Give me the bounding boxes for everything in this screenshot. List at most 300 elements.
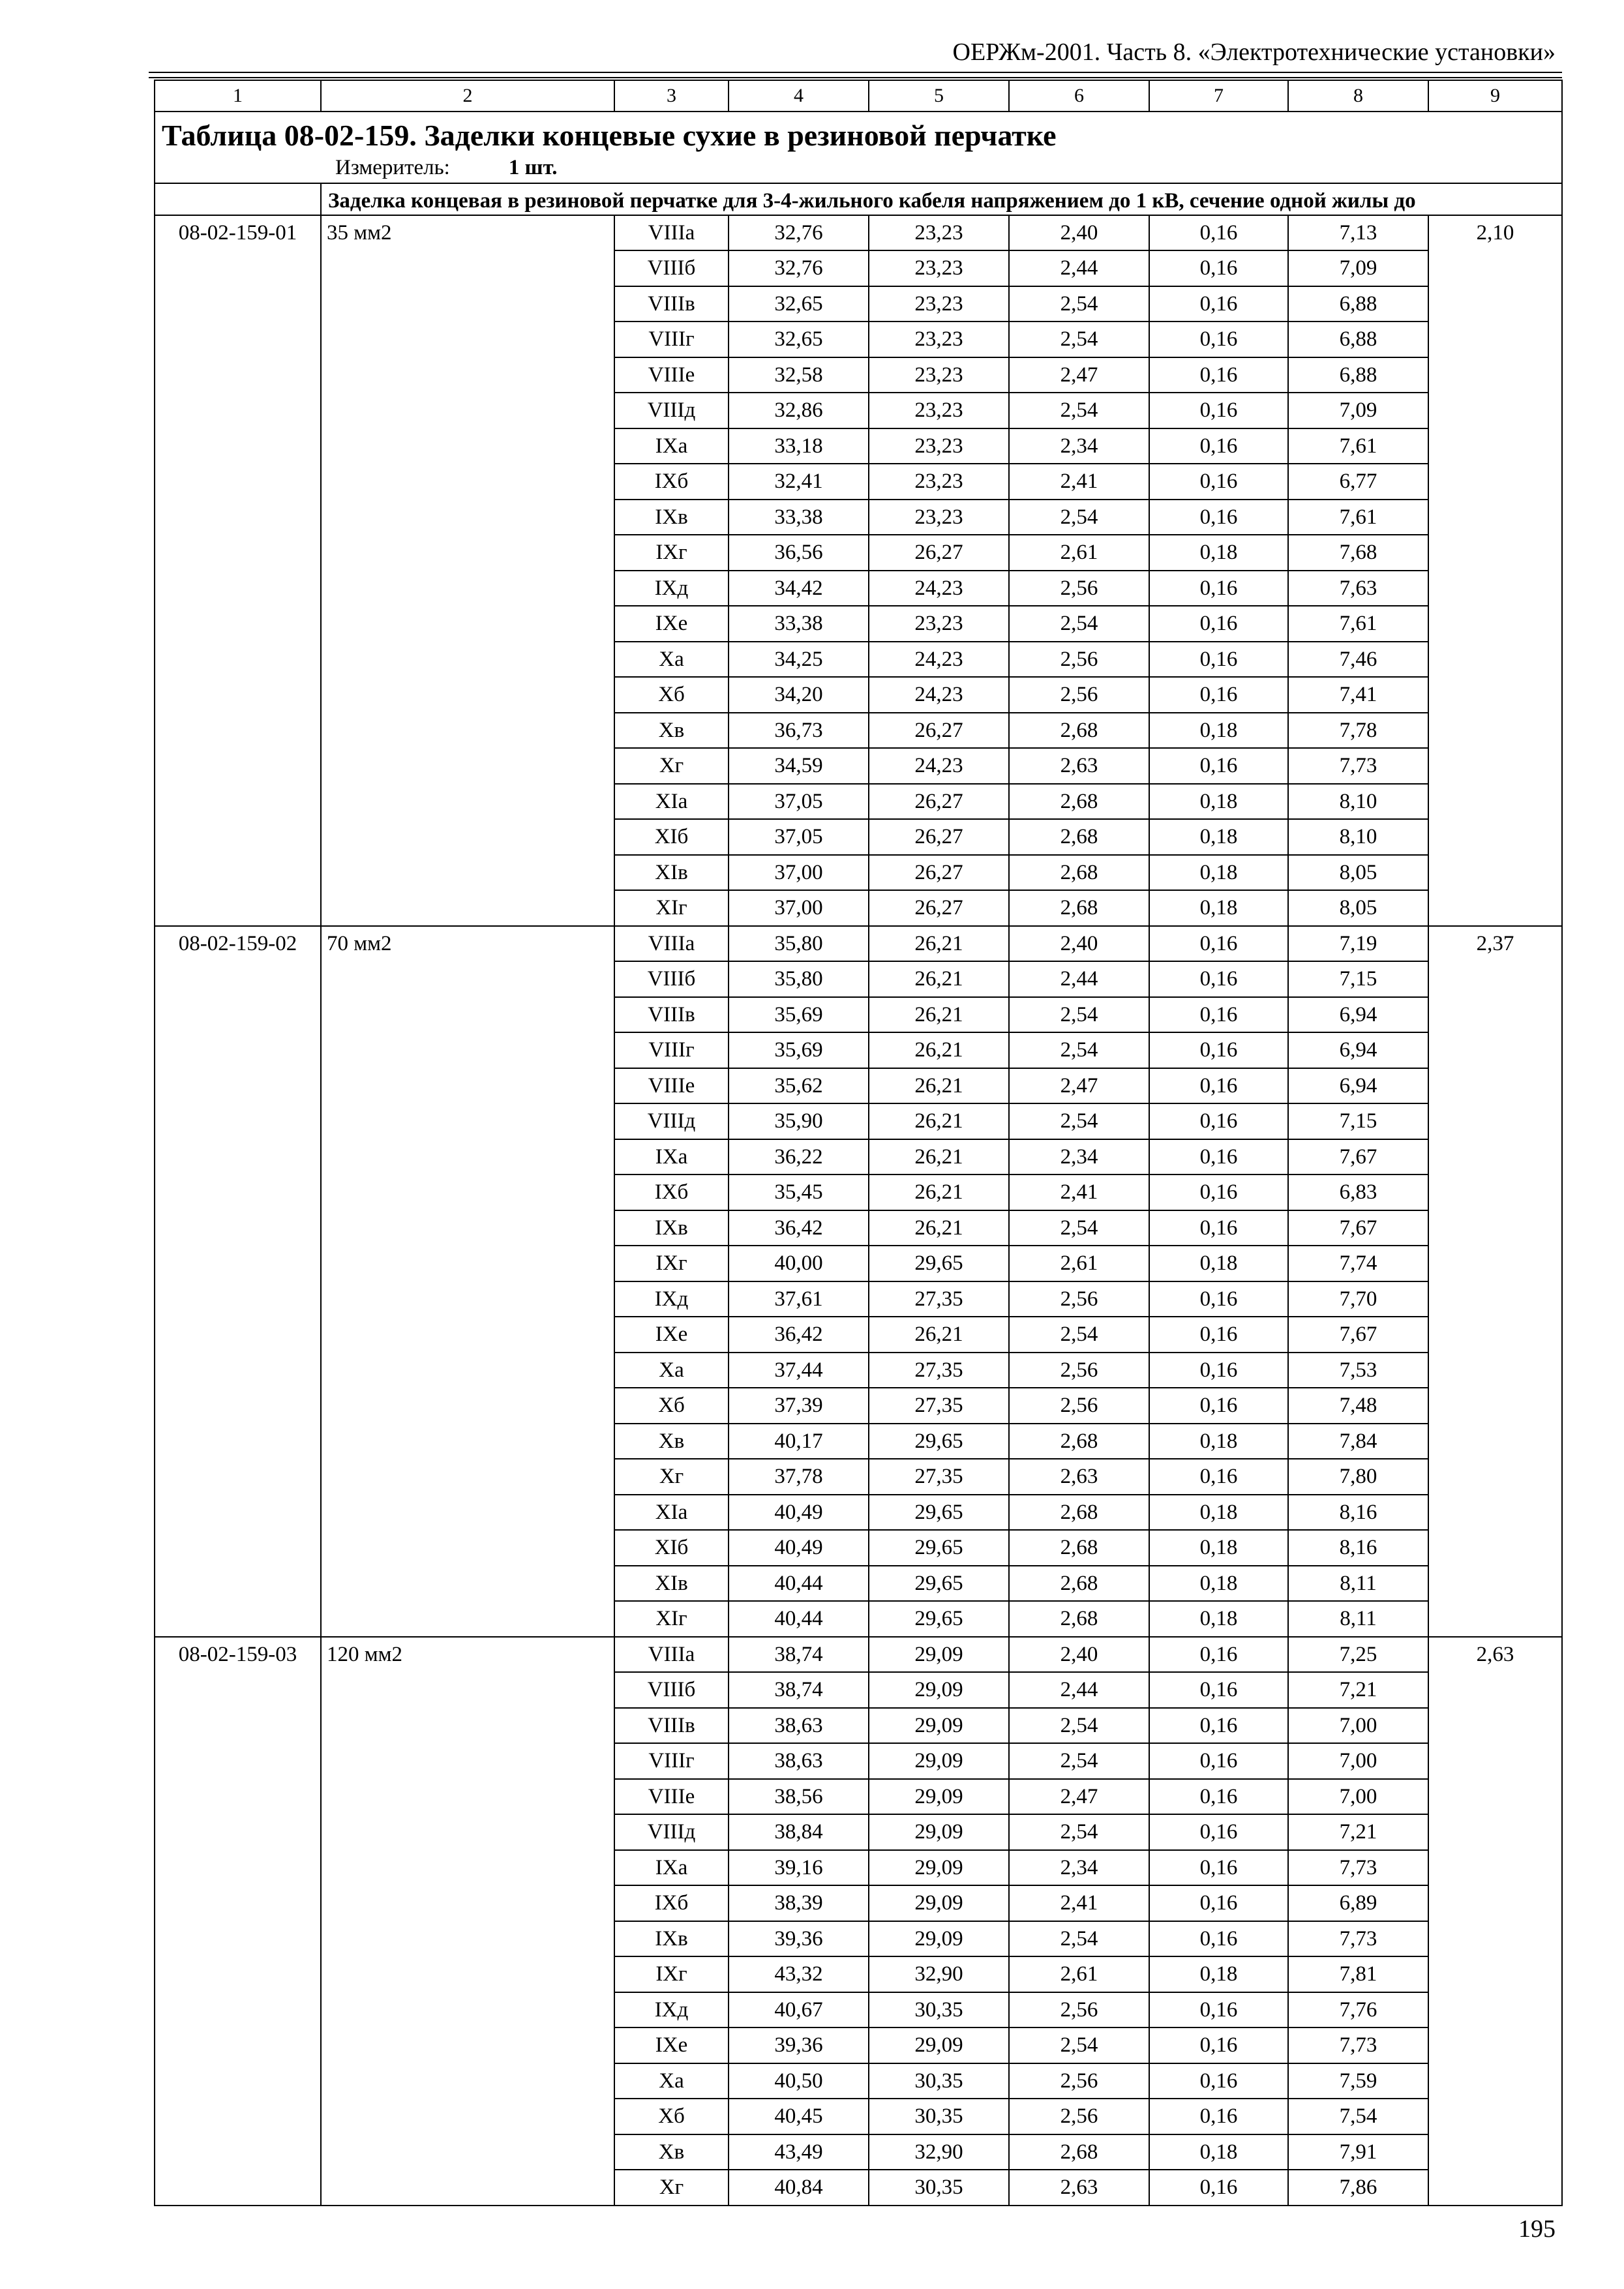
value-cell: 32,65: [729, 286, 869, 322]
value-cell: 2,54: [1009, 1743, 1149, 1779]
value-cell: 6,83: [1288, 1174, 1428, 1210]
value-cell: 7,61: [1288, 428, 1428, 464]
value-cell: 6,88: [1288, 286, 1428, 322]
value-cell: 0,16: [1149, 1708, 1288, 1744]
value-cell: 32,76: [729, 215, 869, 251]
value-cell: 0,16: [1149, 1637, 1288, 1673]
value-cell: 2,54: [1009, 286, 1149, 322]
zone-cell: IXд: [614, 571, 729, 606]
value-cell: 37,05: [729, 784, 869, 820]
value-cell: 2,41: [1009, 1885, 1149, 1921]
column-number-cell: 9: [1428, 80, 1562, 112]
zone-cell: IXв: [614, 1210, 729, 1246]
value-cell: 2,47: [1009, 1068, 1149, 1104]
value-cell: 7,19: [1288, 926, 1428, 962]
value-cell: 32,41: [729, 464, 869, 500]
value-cell: 0,16: [1149, 1992, 1288, 2028]
value-cell: 38,39: [729, 1885, 869, 1921]
column-number-cell: 2: [321, 80, 614, 112]
value-cell: 0,16: [1149, 1459, 1288, 1495]
value-cell: 0,16: [1149, 1743, 1288, 1779]
value-cell: 0,16: [1149, 1921, 1288, 1957]
value-cell: 0,16: [1149, 606, 1288, 642]
rates-table: [154, 80, 1563, 2206]
value-cell: 2,44: [1009, 961, 1149, 997]
value-cell: 38,84: [729, 1814, 869, 1850]
value-cell: 2,34: [1009, 1850, 1149, 1886]
value-cell: 2,61: [1009, 1956, 1149, 1992]
value-cell: 37,00: [729, 890, 869, 926]
value-cell: 2,40: [1009, 215, 1149, 251]
value-cell: 7,21: [1288, 1672, 1428, 1708]
value-cell: 7,84: [1288, 1424, 1428, 1459]
zone-cell: IXв: [614, 500, 729, 535]
value-cell: 2,63: [1009, 1459, 1149, 1495]
value-cell: 2,68: [1009, 1495, 1149, 1531]
value-cell: 7,78: [1288, 713, 1428, 749]
value-cell: 2,54: [1009, 1708, 1149, 1744]
zone-cell: XIа: [614, 1495, 729, 1531]
value-cell: 24,23: [869, 571, 1009, 606]
value-cell: 34,42: [729, 571, 869, 606]
value-cell: 7,67: [1288, 1210, 1428, 1246]
value-cell: 7,91: [1288, 2134, 1428, 2170]
value-cell: 0,16: [1149, 1068, 1288, 1104]
value-cell: 2,54: [1009, 606, 1149, 642]
value-cell: 2,47: [1009, 1779, 1149, 1815]
value-cell: 2,40: [1009, 926, 1149, 962]
value-cell: 35,80: [729, 961, 869, 997]
zone-cell: Xа: [614, 2063, 729, 2099]
value-cell: 37,39: [729, 1388, 869, 1424]
value-cell: 0,16: [1149, 215, 1288, 251]
value-cell: 2,61: [1009, 535, 1149, 571]
value-cell: 2,56: [1009, 1353, 1149, 1388]
value-cell: 7,63: [1288, 571, 1428, 606]
value-cell: 2,54: [1009, 322, 1149, 357]
zone-cell: XIа: [614, 784, 729, 820]
unit-line: [162, 157, 1561, 183]
zone-cell: Xв: [614, 713, 729, 749]
value-cell: 23,23: [869, 286, 1009, 322]
zone-cell: IXд: [614, 1281, 729, 1317]
value-cell: 23,23: [869, 500, 1009, 535]
zone-cell: VIIIг: [614, 1743, 729, 1779]
value-cell: 29,65: [869, 1495, 1009, 1531]
zone-cell: XIв: [614, 1566, 729, 1602]
value-cell: 0,18: [1149, 535, 1288, 571]
unit-label: Измеритель:: [335, 155, 450, 179]
value-cell: 0,18: [1149, 1530, 1288, 1566]
zone-cell: IXб: [614, 464, 729, 500]
value-cell: 0,18: [1149, 1566, 1288, 1602]
value-cell: 36,22: [729, 1139, 869, 1175]
value-cell: 2,34: [1009, 1139, 1149, 1175]
value-cell: 7,67: [1288, 1317, 1428, 1353]
value-cell: 8,05: [1288, 855, 1428, 891]
value-cell: 40,44: [729, 1601, 869, 1637]
value-cell: 7,81: [1288, 1956, 1428, 1992]
zone-cell: VIIIа: [614, 215, 729, 251]
value-cell: 0,16: [1149, 1210, 1288, 1246]
zone-cell: VIIIв: [614, 1708, 729, 1744]
value-cell: 0,16: [1149, 357, 1288, 393]
zone-cell: Xг: [614, 748, 729, 784]
value-cell: 40,50: [729, 2063, 869, 2099]
value-cell: 38,56: [729, 1779, 869, 1815]
column-number-cell: 7: [1149, 80, 1288, 112]
value-cell: 24,23: [869, 748, 1009, 784]
column-number-cell: 4: [729, 80, 869, 112]
rate-code-cell: 08-02-159-02: [155, 926, 321, 1637]
value-cell: 29,09: [869, 1814, 1009, 1850]
value-cell: 23,23: [869, 357, 1009, 393]
value-cell: 26,27: [869, 890, 1009, 926]
value-cell: 30,35: [869, 2170, 1009, 2206]
description-blank-cell: [155, 183, 321, 215]
value-cell: 32,65: [729, 322, 869, 357]
value-cell: 23,23: [869, 464, 1009, 500]
value-cell: 6,88: [1288, 357, 1428, 393]
zone-cell: VIIIе: [614, 1068, 729, 1104]
value-cell: 8,10: [1288, 819, 1428, 855]
value-cell: 32,76: [729, 250, 869, 286]
value-cell: 7,41: [1288, 677, 1428, 713]
value-cell: 0,16: [1149, 1103, 1288, 1139]
value-cell: 2,56: [1009, 642, 1149, 678]
value-cell: 2,54: [1009, 1317, 1149, 1353]
value-cell: 35,90: [729, 1103, 869, 1139]
zone-cell: IXа: [614, 1139, 729, 1175]
value-cell: 7,00: [1288, 1743, 1428, 1779]
value-cell: 0,16: [1149, 1353, 1288, 1388]
zone-cell: Xб: [614, 2099, 729, 2134]
column-number-cell: 1: [155, 80, 321, 112]
value-cell: 34,25: [729, 642, 869, 678]
value-cell: 0,16: [1149, 1779, 1288, 1815]
value-cell: 24,23: [869, 642, 1009, 678]
value-cell: 37,05: [729, 819, 869, 855]
value-cell: 39,36: [729, 2027, 869, 2063]
value-cell: 35,80: [729, 926, 869, 962]
header-rule: [149, 77, 1562, 78]
value-cell: 2,54: [1009, 1210, 1149, 1246]
zone-cell: IXе: [614, 1317, 729, 1353]
value-cell: 26,21: [869, 961, 1009, 997]
value-cell: 23,23: [869, 215, 1009, 251]
value-cell: 26,21: [869, 1103, 1009, 1139]
value-cell: 2,56: [1009, 1992, 1149, 2028]
cross-section-cell: 120 мм2: [321, 1637, 614, 2206]
value-cell: 35,69: [729, 997, 869, 1033]
zone-cell: Xб: [614, 677, 729, 713]
zone-cell: VIIIд: [614, 393, 729, 428]
zone-cell: IXд: [614, 1992, 729, 2028]
zone-cell: XIв: [614, 855, 729, 891]
value-cell: 0,16: [1149, 464, 1288, 500]
value-cell: 7,59: [1288, 2063, 1428, 2099]
value-cell: 0,16: [1149, 1814, 1288, 1850]
col9-value-cell: 2,10: [1428, 215, 1562, 926]
zone-cell: VIIIб: [614, 961, 729, 997]
zone-cell: Xв: [614, 1424, 729, 1459]
table-title-cell: [155, 112, 1562, 183]
value-cell: 2,56: [1009, 1388, 1149, 1424]
value-cell: 29,09: [869, 1708, 1009, 1744]
page-number: 195: [1518, 2215, 1556, 2243]
value-cell: 26,27: [869, 855, 1009, 891]
value-cell: 2,63: [1009, 748, 1149, 784]
value-cell: 40,84: [729, 2170, 869, 2206]
value-cell: 43,49: [729, 2134, 869, 2170]
value-cell: 0,18: [1149, 1246, 1288, 1281]
value-cell: 7,46: [1288, 642, 1428, 678]
value-cell: 0,16: [1149, 1885, 1288, 1921]
value-cell: 7,09: [1288, 393, 1428, 428]
value-cell: 2,63: [1009, 2170, 1149, 2206]
value-cell: 7,25: [1288, 1637, 1428, 1673]
value-cell: 0,18: [1149, 784, 1288, 820]
value-cell: 0,16: [1149, 428, 1288, 464]
value-cell: 0,16: [1149, 1032, 1288, 1068]
value-cell: 32,58: [729, 357, 869, 393]
value-cell: 37,61: [729, 1281, 869, 1317]
value-cell: 26,21: [869, 1068, 1009, 1104]
value-cell: 23,23: [869, 393, 1009, 428]
value-cell: 29,09: [869, 1637, 1009, 1673]
header-rule: [149, 72, 1562, 73]
value-cell: 6,89: [1288, 1885, 1428, 1921]
value-cell: 29,09: [869, 1779, 1009, 1815]
zone-cell: IXе: [614, 2027, 729, 2063]
zone-cell: XIб: [614, 1530, 729, 1566]
value-cell: 2,54: [1009, 997, 1149, 1033]
value-cell: 2,54: [1009, 1921, 1149, 1957]
value-cell: 7,86: [1288, 2170, 1428, 2206]
value-cell: 0,16: [1149, 1317, 1288, 1353]
value-cell: 26,27: [869, 819, 1009, 855]
zone-cell: VIIIг: [614, 322, 729, 357]
value-cell: 33,38: [729, 500, 869, 535]
value-cell: 32,90: [869, 2134, 1009, 2170]
value-cell: 37,78: [729, 1459, 869, 1495]
value-cell: 8,05: [1288, 890, 1428, 926]
value-cell: 7,73: [1288, 2027, 1428, 2063]
value-cell: 0,16: [1149, 677, 1288, 713]
value-cell: 2,47: [1009, 357, 1149, 393]
zone-cell: IXб: [614, 1174, 729, 1210]
value-cell: 2,56: [1009, 2099, 1149, 2134]
value-cell: 29,09: [869, 1743, 1009, 1779]
value-cell: 43,32: [729, 1956, 869, 1992]
zone-cell: IXв: [614, 1921, 729, 1957]
value-cell: 40,17: [729, 1424, 869, 1459]
value-cell: 0,16: [1149, 961, 1288, 997]
value-cell: 7,73: [1288, 1850, 1428, 1886]
running-header: ОЕРЖм-2001. Часть 8. «Электротехнические установки»: [952, 38, 1556, 66]
value-cell: 29,09: [869, 2027, 1009, 2063]
value-cell: 0,16: [1149, 642, 1288, 678]
value-cell: 2,54: [1009, 1103, 1149, 1139]
value-cell: 0,16: [1149, 748, 1288, 784]
value-cell: 38,63: [729, 1708, 869, 1744]
value-cell: 7,61: [1288, 500, 1428, 535]
value-cell: 2,54: [1009, 500, 1149, 535]
value-cell: 2,68: [1009, 1601, 1149, 1637]
value-cell: 36,42: [729, 1317, 869, 1353]
value-cell: 0,16: [1149, 1388, 1288, 1424]
table-title: Таблица 08-02-159. Заделки концевые сухие в резиновой перчатке: [162, 119, 1057, 152]
value-cell: 7,53: [1288, 1353, 1428, 1388]
zone-cell: IXа: [614, 1850, 729, 1886]
zone-cell: IXб: [614, 1885, 729, 1921]
value-cell: 2,56: [1009, 677, 1149, 713]
table-row: [155, 926, 1562, 962]
value-cell: 7,80: [1288, 1459, 1428, 1495]
column-numbers-row: [155, 80, 1562, 112]
value-cell: 2,54: [1009, 2027, 1149, 2063]
value-cell: 7,54: [1288, 2099, 1428, 2134]
value-cell: 30,35: [869, 2099, 1009, 2134]
zone-cell: VIIIа: [614, 926, 729, 962]
zone-cell: Xг: [614, 1459, 729, 1495]
column-number-cell: 6: [1009, 80, 1149, 112]
value-cell: 32,86: [729, 393, 869, 428]
value-cell: 0,18: [1149, 1424, 1288, 1459]
value-cell: 29,65: [869, 1246, 1009, 1281]
cross-section-cell: 70 мм2: [321, 926, 614, 1637]
value-cell: 0,18: [1149, 1495, 1288, 1531]
value-cell: 7,48: [1288, 1388, 1428, 1424]
value-cell: 30,35: [869, 2063, 1009, 2099]
value-cell: 35,62: [729, 1068, 869, 1104]
value-cell: 26,27: [869, 784, 1009, 820]
value-cell: 40,45: [729, 2099, 869, 2134]
value-cell: 8,10: [1288, 784, 1428, 820]
value-cell: 7,13: [1288, 215, 1428, 251]
value-cell: 23,23: [869, 250, 1009, 286]
value-cell: 26,21: [869, 1317, 1009, 1353]
value-cell: 6,77: [1288, 464, 1428, 500]
value-cell: 0,16: [1149, 926, 1288, 962]
value-cell: 0,16: [1149, 500, 1288, 535]
value-cell: 7,70: [1288, 1281, 1428, 1317]
value-cell: 39,16: [729, 1850, 869, 1886]
rate-code-cell: 08-02-159-03: [155, 1637, 321, 2206]
zone-cell: IXа: [614, 428, 729, 464]
description-cell: Заделка концевая в резиновой перчатке для 3-4-жильного кабеля напряжением до 1 кВ, сечение одной жилы до: [321, 183, 1562, 215]
value-cell: 29,65: [869, 1601, 1009, 1637]
table-title-row: [155, 112, 1562, 183]
value-cell: 26,27: [869, 713, 1009, 749]
value-cell: 2,61: [1009, 1246, 1149, 1281]
value-cell: 37,44: [729, 1353, 869, 1388]
zone-cell: XIг: [614, 1601, 729, 1637]
zone-cell: VIIIа: [614, 1637, 729, 1673]
value-cell: 34,20: [729, 677, 869, 713]
value-cell: 27,35: [869, 1459, 1009, 1495]
value-cell: 6,88: [1288, 322, 1428, 357]
value-cell: 2,68: [1009, 1424, 1149, 1459]
value-cell: 29,09: [869, 1921, 1009, 1957]
zone-cell: XIб: [614, 819, 729, 855]
zone-cell: VIIIв: [614, 286, 729, 322]
value-cell: 0,18: [1149, 1601, 1288, 1637]
zone-cell: VIIIе: [614, 357, 729, 393]
value-cell: 2,68: [1009, 819, 1149, 855]
value-cell: 33,18: [729, 428, 869, 464]
value-cell: 23,23: [869, 428, 1009, 464]
value-cell: 2,56: [1009, 571, 1149, 606]
zone-cell: Xв: [614, 2134, 729, 2170]
value-cell: 0,16: [1149, 1850, 1288, 1886]
zone-cell: IXг: [614, 1246, 729, 1281]
value-cell: 2,56: [1009, 2063, 1149, 2099]
value-cell: 0,16: [1149, 1174, 1288, 1210]
value-cell: 7,15: [1288, 961, 1428, 997]
value-cell: 0,16: [1149, 393, 1288, 428]
value-cell: 0,16: [1149, 2099, 1288, 2134]
value-cell: 2,68: [1009, 1530, 1149, 1566]
value-cell: 40,67: [729, 1992, 869, 2028]
table-row: [155, 1637, 1562, 1673]
value-cell: 7,00: [1288, 1779, 1428, 1815]
value-cell: 36,56: [729, 535, 869, 571]
zone-cell: VIIIб: [614, 250, 729, 286]
value-cell: 2,40: [1009, 1637, 1149, 1673]
value-cell: 0,18: [1149, 713, 1288, 749]
zone-cell: Xг: [614, 2170, 729, 2206]
value-cell: 7,74: [1288, 1246, 1428, 1281]
column-number-cell: 8: [1288, 80, 1428, 112]
zone-cell: VIIIб: [614, 1672, 729, 1708]
value-cell: 26,21: [869, 1210, 1009, 1246]
value-cell: 35,45: [729, 1174, 869, 1210]
value-cell: 0,16: [1149, 2027, 1288, 2063]
rate-code-cell: 08-02-159-01: [155, 215, 321, 926]
value-cell: 2,41: [1009, 464, 1149, 500]
value-cell: 34,59: [729, 748, 869, 784]
value-cell: 40,00: [729, 1246, 869, 1281]
value-cell: 24,23: [869, 677, 1009, 713]
value-cell: 33,38: [729, 606, 869, 642]
value-cell: 7,61: [1288, 606, 1428, 642]
value-cell: 38,74: [729, 1672, 869, 1708]
zone-cell: VIIIе: [614, 1779, 729, 1815]
value-cell: 7,73: [1288, 1921, 1428, 1957]
value-cell: 29,65: [869, 1424, 1009, 1459]
zone-cell: VIIIв: [614, 997, 729, 1033]
zone-cell: VIIIд: [614, 1103, 729, 1139]
value-cell: 36,73: [729, 713, 869, 749]
zone-cell: Xа: [614, 642, 729, 678]
value-cell: 2,41: [1009, 1174, 1149, 1210]
value-cell: 0,16: [1149, 571, 1288, 606]
value-cell: 2,54: [1009, 393, 1149, 428]
value-cell: 2,68: [1009, 1566, 1149, 1602]
value-cell: 0,16: [1149, 2063, 1288, 2099]
zone-cell: VIIIг: [614, 1032, 729, 1068]
zone-cell: IXг: [614, 535, 729, 571]
value-cell: 0,16: [1149, 250, 1288, 286]
value-cell: 26,21: [869, 1032, 1009, 1068]
zone-cell: Xб: [614, 1388, 729, 1424]
value-cell: 36,42: [729, 1210, 869, 1246]
value-cell: 0,16: [1149, 1139, 1288, 1175]
zone-cell: XIг: [614, 890, 729, 926]
zone-cell: Xа: [614, 1353, 729, 1388]
value-cell: 39,36: [729, 1921, 869, 1957]
